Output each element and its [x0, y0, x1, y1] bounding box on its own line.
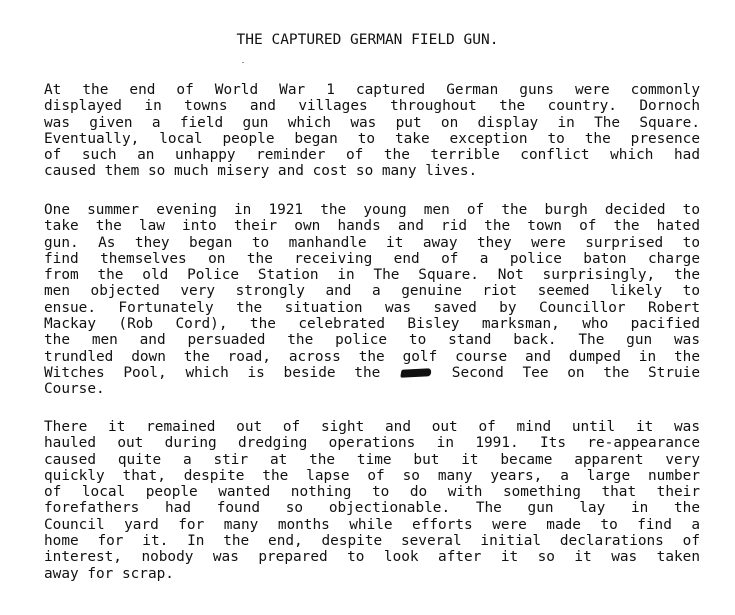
text-line: the men and persuaded the police to stand back. The gun was [44, 332, 700, 349]
text-line: trundled down the road, across the golf course and dumped in the [44, 348, 700, 365]
text-line: forefathers had found so objectionable. The gun lay in the [44, 500, 700, 517]
text-line: Eventually, local people began to take exception to the presence [44, 130, 700, 147]
text-line: find themselves on the receiving end of a police baton charge [44, 250, 700, 267]
text-line: men objected very strongly and a genuine riot seemed likely to [44, 283, 700, 300]
text-line: hauled out during dredging operations in 1991. Its re-appearance [44, 435, 700, 452]
text-line: Mackay (Rob Cord), the celebrated Bisley marksman, who pacified [44, 316, 700, 333]
text-line: caused them so much misery and cost so many lives. [44, 163, 478, 180]
text-line: caused quite a stir at the time but it became apparent very [44, 451, 700, 468]
text-line: quickly that, despite the lapse of so many years, a large number [44, 467, 700, 484]
text-line: of local people wanted nothing to do with something that their [44, 484, 700, 501]
text-line: gun. As they began to manhandle it away they were surprised to [44, 234, 700, 251]
paragraph-1 [44, 82, 700, 180]
text-line: from the old Police Station in The Square. Not surprisingly, the [44, 267, 700, 284]
scan-speck [242, 62, 244, 63]
text-line-with-smudge [44, 365, 700, 381]
text-line: was given a field gun which was put on display in The Square. [44, 114, 700, 131]
paragraph-2 [44, 202, 700, 398]
text-line: ensue. Fortunately the situation was saved by Councillor Robert [44, 299, 700, 316]
text-line: There it remained out of sight and out of mind until it was [44, 419, 700, 435]
text-segment: Second Tee on the Struie [451, 364, 701, 381]
text-line: Council yard for many months while efforts were made to find a [44, 516, 700, 533]
text-line: home for it. In the end, despite several initial declarations of [44, 533, 700, 550]
text-line: One summer evening in 1921 the young men of the burgh decided to [44, 202, 700, 218]
ink-smudge [400, 368, 432, 378]
document-title: THE CAPTURED GERMAN FIELD GUN. [236, 32, 499, 48]
text-line: At the end of World War 1 captured German guns were commonly [44, 82, 700, 98]
text-line: interest, nobody was prepared to look after it so it was taken [44, 549, 700, 566]
text-line: of such an unhappy reminder of the terrible conflict which had [44, 147, 700, 164]
text-line: take the law into their own hands and rid the town of the hated [44, 218, 700, 235]
text-line: Course. [44, 381, 105, 398]
text-line: away for scrap. [44, 565, 174, 582]
text-line: displayed in towns and villages throughout the country. Dornoch [44, 98, 700, 115]
text-segment: Witches Pool, which is beside the [44, 364, 381, 381]
paragraph-3 [44, 419, 700, 582]
